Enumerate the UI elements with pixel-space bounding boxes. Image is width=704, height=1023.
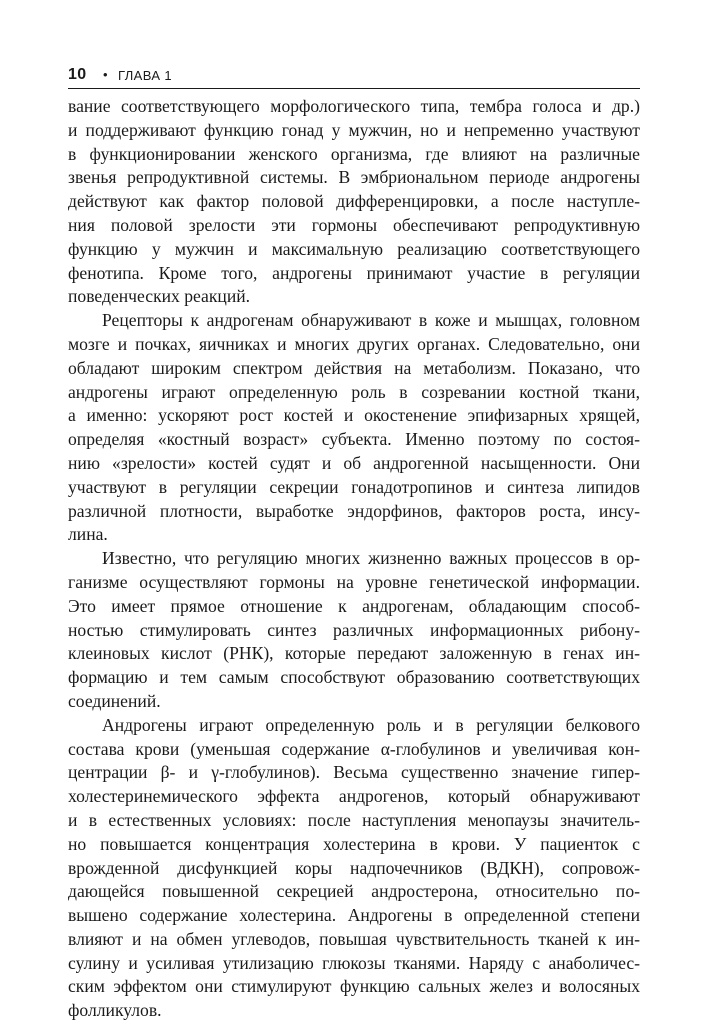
text-line: формацию и тем самым способствуют образованию соответствующих	[68, 667, 640, 688]
header-bullet: •	[103, 67, 108, 82]
body-text	[68, 95, 640, 1023]
text-line: клеиновых кислот (РНК), которые передают заложенную в генах ин-	[68, 643, 640, 664]
text-line: фолликулов.	[68, 1000, 162, 1021]
text-line: влияют и на обмен углеводов, повышая чувствительность тканей к ин-	[68, 928, 640, 949]
paragraph	[68, 547, 640, 714]
text-line: но повышается концентрация холестерина в крови. У пациенток с	[68, 833, 640, 854]
text-line: в функционировании женского организма, где влияют на различные	[68, 143, 640, 164]
text-line: участвуют в регуляции секреции гонадотропинов и синтеза липидов	[68, 476, 640, 497]
text-line: различной плотности, выработке эндорфинов, факторов роста, инсу-	[68, 500, 640, 521]
text-line: сулину и усиливая утилизацию глюкозы тканями. Наряду с анаболичес-	[68, 952, 640, 973]
text-line: ским эффектом они стимулируют функцию сальных желез и волосяных	[68, 976, 640, 997]
text-line: действуют как фактор половой дифференцировки, а после наступле-	[68, 191, 640, 212]
text-line: мозге и почках, яичниках и многих других органах. Следовательно, они	[68, 333, 640, 354]
header-rule	[68, 88, 640, 89]
text-line: ния половой зрелости эти гормоны обеспечивают репродуктивную	[68, 214, 640, 235]
text-line: и в естественных условиях: после наступления менопаузы значитель-	[68, 809, 640, 830]
text-line: звенья репродуктивной системы. В эмбриональном периоде андрогены	[68, 167, 640, 188]
text-line: нию «зрелости» костей судят и об андрогенной насыщенности. Они	[68, 452, 640, 473]
text-line: андрогены играют определенную роль в созревании костной ткани,	[68, 381, 640, 402]
text-line: определяя «костный возраст» субъекта. Именно поэтому по состоя-	[68, 429, 640, 450]
text-line: ностью стимулировать синтез различных информационных рибону-	[68, 619, 640, 640]
paragraph	[68, 309, 640, 547]
text-line: Рецепторы к андрогенам обнаруживают в коже и мышцах, головном	[102, 310, 640, 331]
text-line: Это имеет прямое отношение к андрогенам, обладающим способ-	[68, 595, 640, 616]
running-head	[68, 62, 640, 88]
text-line: поведенческих реакций.	[68, 286, 251, 307]
text-line: состава крови (уменьшая содержание α-глобулинов и увеличивая кон-	[68, 738, 640, 759]
text-line: обладают широким спектром действия на метаболизм. Показано, что	[68, 357, 640, 378]
text-line: дающейся повышенной секрецией андростерона, относительно по-	[68, 881, 640, 902]
text-line: соединений.	[68, 690, 161, 711]
text-line: Андрогены играют определенную роль и в регуляции белкового	[102, 714, 640, 735]
paragraph	[68, 714, 640, 1023]
text-line: фенотипа. Кроме того, андрогены принимают участие в регуляции	[68, 262, 640, 283]
text-line: холестеринемического эффекта андрогенов, который обнаруживают	[68, 786, 640, 807]
text-line: врожденной дисфункцией коры надпочечников (ВДКН), сопровож-	[68, 857, 640, 878]
text-line: центрации β- и γ-глобулинов). Весьма существенно значение гипер-	[68, 762, 640, 783]
text-line: вышено содержание холестерина. Андрогены в определенной степени	[68, 905, 640, 926]
text-line: ганизме осуществляют гормоны на уровне генетической информации.	[68, 571, 640, 592]
chapter-label: ГЛАВА 1	[118, 68, 173, 83]
paragraph	[68, 95, 640, 309]
text-line: и поддерживают функцию гонад у мужчин, но и непременно участвуют	[68, 119, 640, 140]
text-line: лина.	[68, 524, 108, 545]
text-line: а именно: ускоряют рост костей и окостенение эпифизарных хрящей,	[68, 405, 640, 426]
text-line: вание соответствующего морфологического типа, тембра голоса и др.)	[68, 96, 640, 116]
page-number: 10	[68, 66, 87, 83]
text-line: Известно, что регуляцию многих жизненно важных процессов в ор-	[102, 548, 640, 569]
text-line: функцию у мужчин и максимальную реализацию соответствующего	[68, 238, 640, 259]
